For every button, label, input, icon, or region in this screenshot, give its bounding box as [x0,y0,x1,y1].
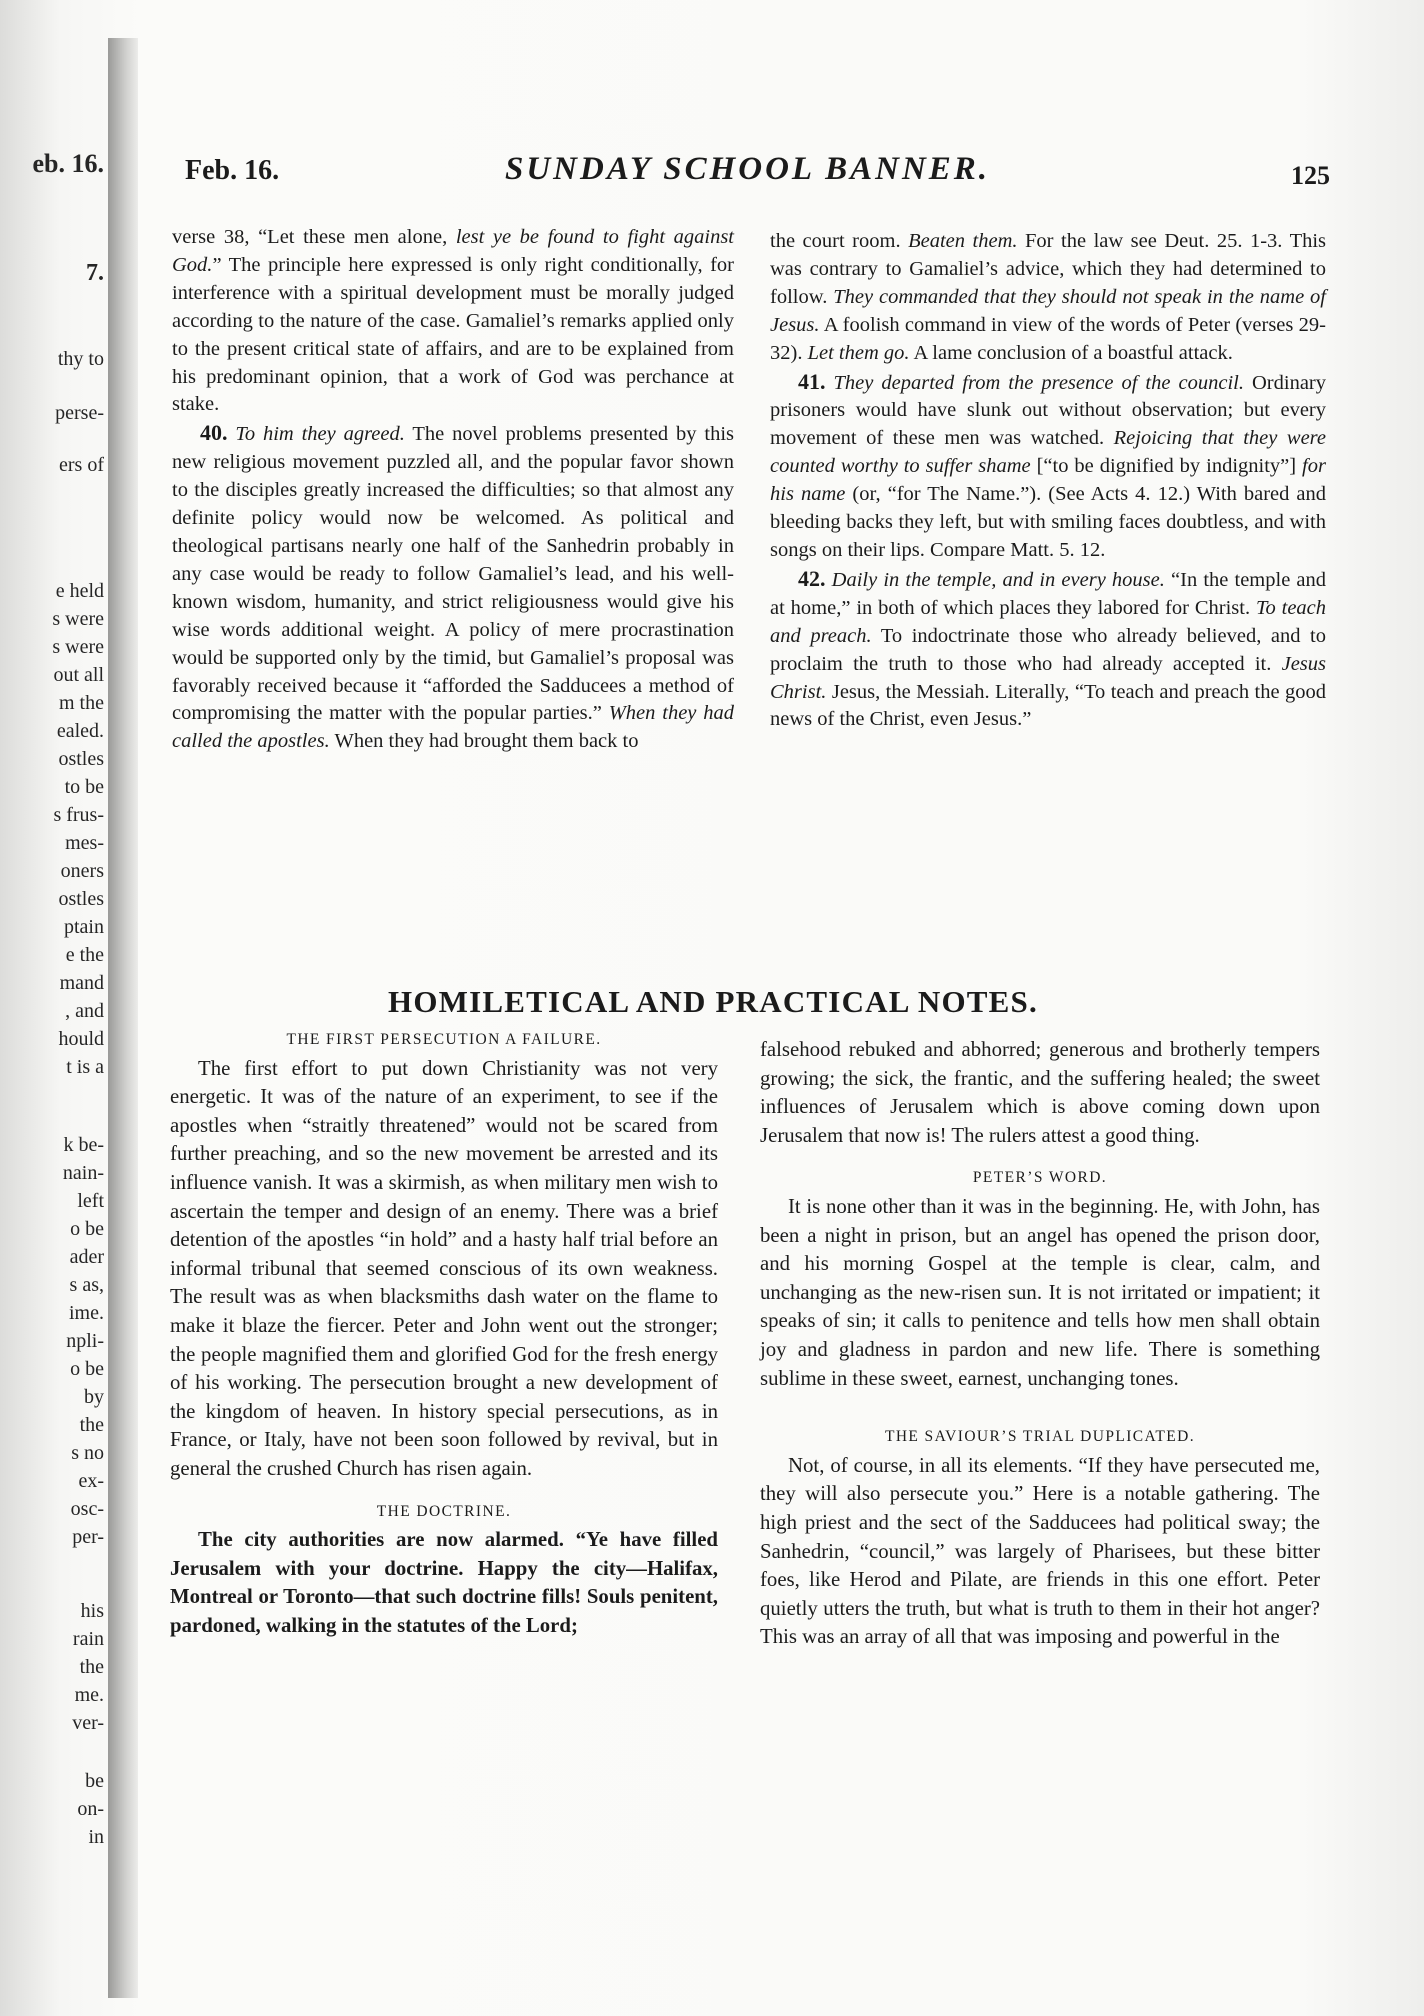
edge-fragment: ealed. [56,720,104,742]
verse-number: 41. [798,368,826,394]
paragraph-doctrine: The city authorities are now alarmed. “Ye have filled Jerusalem with your doctrine. Happy the city—Halifax, Montreal or Toronto—that such doctrine fills! Souls penitent, pardoned, walking in the statutes of the Lord; [170,1528,718,1637]
edge-fragment: s as, [69,1274,104,1296]
edge-fragment: be [85,1770,104,1792]
edge-fragment: me. [74,1684,104,1706]
edge-fragment: ostles [58,748,104,770]
paragraph-verse-42: 42. Daily in the temple, and in every house. “In the temple and at home,” in both of which places they labored for Christ. To teach and preach. To indoctrinate those who already believed, and to proclaim the truth to those who had already accepted it. Jesus Christ. Jesus, the Messiah. Literally, “To teach and preach the good news of the Christ, even Jesus.” [770,565,1327,731]
edge-fragment: e the [65,944,104,966]
edge-fragment: s no [71,1442,104,1464]
edge-fragment: hould [58,1028,104,1050]
paragraph-verse-40: 40. To him they agreed. The novel problems presented by this new religious movement puzzled all, and the popular favor shown to the disciples greatly increased the difficulties; so that almost any definite policy would now be welcomed. As political and theological partisans nearly one half of the Sanhedrin probably in any case would be ready to follow Gamaliel’s lead, and his well-known wisdom, humanity, and strict religiousness would give his wise words additional weight. A policy of mere procrastination would be supported only by the timid, but Gamaliel’s proposal was favorably received because it “afforded the Sadducees a method of compromising the matter with the popular parties.” When they had called the apostles. When they had brought them back to [172,420,734,753]
edge-fragment: the [79,1656,104,1678]
edge-fragment: on- [77,1798,104,1820]
verse-number: 42. [798,565,826,591]
subheading-first-persecution: THE FIRST PERSECUTION A FAILURE. [286,1031,602,1048]
paragraph-continued-notes: falsehood rebuked and abhorred; generous and brotherly tempers growing; the sick, the frantic, and the suffering healed; the sweet influences of Jerusalem which is above coming down upon Jerusalem that now is! The rulers attest a good thing. [760,1038,1320,1147]
edge-fragment: 7. [86,260,104,286]
edge-fragment: ptain [64,916,104,938]
subheading-peters-word: PETER’S WORD. [972,1169,1108,1187]
edge-fragment: s were [52,636,104,658]
commentary-column-left [172,224,734,756]
paragraph-peters-word: It is none other than it was in the beginning. He, with John, has been a night in prison, but an angel has opened the prison door, and his morning Gospel at the temple is clear, calm, and unchanging as the new-risen sun. It is not irritated or impatient; it speaks of sin; it calls to penitence and tells how men shall obtain joy and gladness in pardon and new life. There is something sublime in these sweet, earnest, unchanging tones. [760,1194,1320,1390]
notes-column-left [170,1026,718,1640]
edge-fragment: left [77,1190,104,1212]
edge-fragment: his [80,1600,104,1622]
paragraph-saviours-trial: Not, of course, in all its elements. “If they have persecuted me, they will also persecute you.” Here is a notable gathering. The high priest and the sect of the Sadducees had political sway; the Sanhedrin, “council,” was largely of Pharisees, but these bitter foes, like Herod and Pilate, are friends in this one effort. Peter quietly utters the truth, but what is truth to them in their hot anger? This was an array of all that was imposing and powerful in the [760,1453,1320,1649]
subheading-doctrine: THE DOCTRINE. [376,1502,512,1520]
edge-fragment: in [88,1826,104,1848]
edge-fragment: ers of [59,454,104,476]
paragraph-verse-41: 41. They departed from the presence of the council. Ordinary prisoners would have slunk out without observation; but every movement of these men was watched. Rejoicing that they were counted worthy to suffer shame [“to be dignified by indignity”] for his name (or, “for The Name.”). (See Acts 4. 12.) With bared and bleeding backs they left, but with smiling faces doubtless, and with songs on their lips. Compare Matt. 5. 12. [770,368,1327,561]
edge-fragment: ime. [69,1302,104,1324]
edge-fragment: perse- [55,402,104,424]
edge-fragment: o be [70,1358,104,1380]
edge-fragment: to be [64,776,104,798]
edge-fragment: nain- [62,1162,104,1184]
running-header [185,151,1330,201]
edge-fragment: ver- [72,1712,104,1734]
edge-fragment: by [84,1386,104,1408]
paragraph-verse-38: verse 38, “Let these men alone, lest ye be found to fight against God.” The principle here expressed is only right conditionally, for interference with a spiritual development must be morally judged according to the nature of the case. Gamaliel’s remarks applied only to the present critical state of affairs, and are to be explained from his predominant opinion, that a work of God was perchance at stake. [172,226,734,416]
edge-fragment: the [79,1414,104,1436]
edge-fragment: oners [60,860,104,882]
edge-fragment: out all [53,664,104,686]
edge-fragment: thy to [57,348,104,370]
edge-fragment: ex- [78,1470,104,1492]
commentary-column-right [770,228,1326,734]
header-title: SUNDAY SCHOOL BANNER. [505,151,991,187]
edge-fragment: ostles [58,888,104,910]
page-number: 125 [1291,161,1330,190]
edge-fragment: per- [72,1526,104,1548]
subheading-saviours-trial: THE SAVIOUR’S TRIAL DUPLICATED. [884,1428,1196,1446]
notes-column-right [760,1036,1320,1652]
paragraph-first-persecution: The first effort to put down Christianity was not very energetic. It was of the nature of an experiment, to see if the apostles when “straitly threatened” would not be scared from further preaching, and so the new movement be arrested and its influence vanish. It was a skirmish, as when military men wish to ascertain the temper and design of an enemy. There was a brief detention of the apostles “in hold” and a hasty half trial before an informal tribunal that seemed conscious of its own weakness. The result was as when blacksmiths dash water on the flame to make it blaze the fiercer. Peter and John went out the stronger; the people magnified them and glorified God for the fresh energy of his working. The persecution brought a new development of the kingdom of heaven. In history special persecutions, as in France, or Italy, have not been soon followed by revival, but in general the crushed Church has risen again. [170,1056,718,1480]
book-gutter [108,38,138,1998]
edge-fragment: ader [69,1246,104,1268]
edge-fragment: osc- [70,1498,104,1520]
header-date: Feb. 16. [185,155,280,186]
edge-fragment: mes- [65,832,104,854]
verse-number: 40. [200,420,228,446]
edge-fragment: m the [59,692,104,714]
section-title: HOMILETICAL AND PRACTICAL NOTES. [388,984,1038,1019]
edge-fragment: t is a [66,1056,104,1078]
edge-fragment: rain [72,1628,104,1650]
edge-fragment: s frus- [53,804,104,826]
edge-fragment: s were [52,608,104,630]
edge-fragment: k be- [63,1134,104,1156]
edge-fragment: eb. 16. [32,149,104,178]
edge-fragment: , and [65,1000,104,1022]
edge-fragment: e held [55,580,104,602]
edge-fragment: mand [59,972,104,994]
paragraph-continued: the court room. Beaten them. For the law see Deut. 25. 1-3. This was contrary to Gamaliel’s advice, which they had determined to follow. They commanded that they should not speak in the name of Jesus. A foolish command in view of the words of Peter (verses 29-32). Let them go. A lame conclusion of a boastful attack. [770,230,1327,364]
previous-page-edge [0,110,104,1990]
edge-fragment: npli- [66,1330,104,1352]
edge-fragment: o be [70,1218,104,1240]
